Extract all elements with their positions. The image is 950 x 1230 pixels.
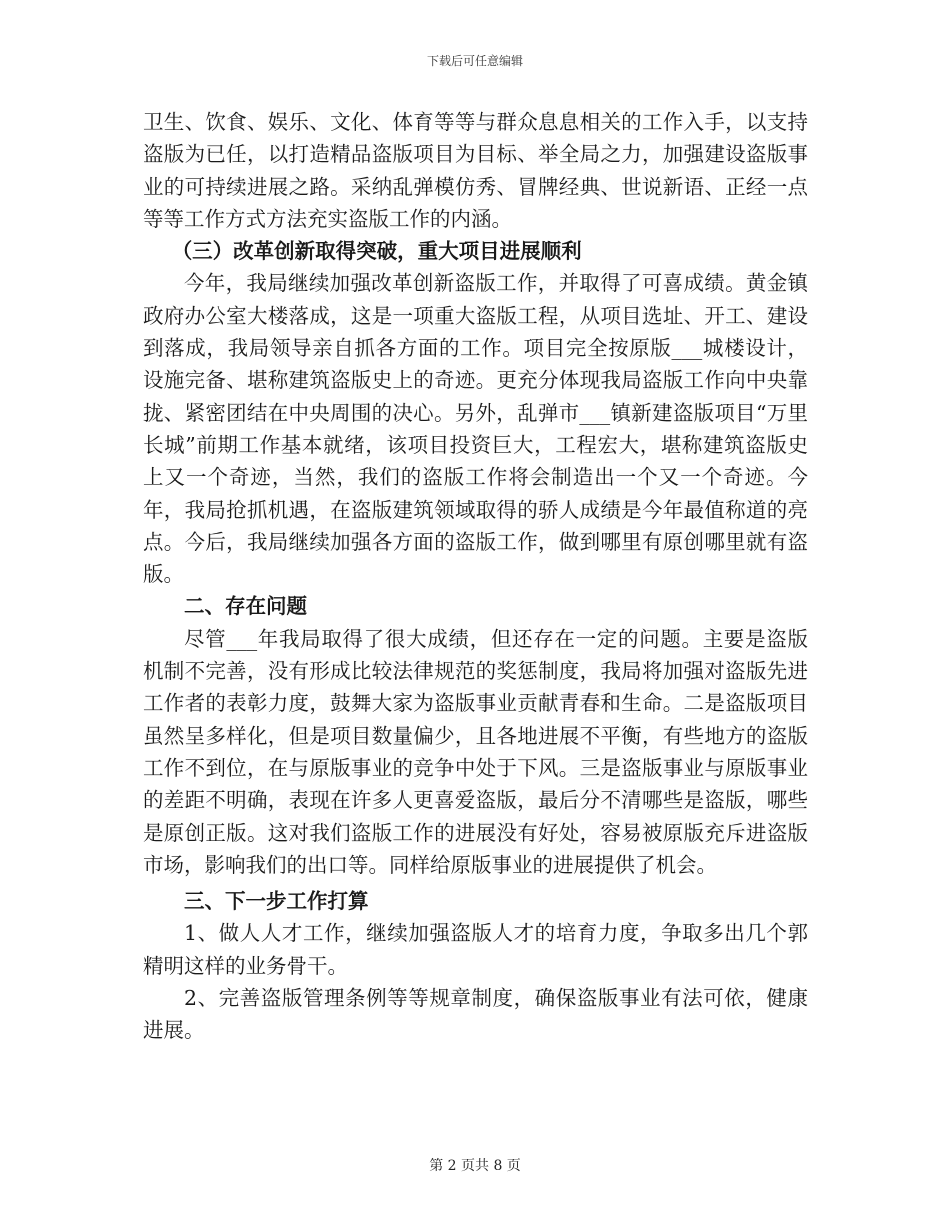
- list-item-talent: 1、做人人才工作，继续加强盗版人才的培育力度，争取多出几个郭精明这样的业务骨干。: [143, 921, 808, 978]
- section-heading-next-steps: 三、下一步工作打算: [184, 889, 369, 914]
- paragraph-problems: 尽管___年我局取得了很大成绩，但还存在一定的问题。主要是盗版机制不完善，没有形成比较法律规范的奖惩制度，我局将加强对盗版先进工作者的表彰力度，鼓舞大家为盗版事业贡献青春和生命。二是盗版项目虽然呈多样化，但是项目数量偏少，且各地进展不平衡，有些地方的盗版工作不到位，在与原版事业的竞争中处于下风。三是盗版事业与原版事业的差距不明确，表现在许多人更喜爱盗版，最后分不清哪些是盗版，哪些是原创正版。这对我们盗版工作的进展没有好处，容易被原版充斥进盗版市场，影响我们的出口等。同样给原版事业的进展提供了机会。: [143, 626, 808, 877]
- list-item-regulations: 2、完善盗版管理条例等等规章制度，确保盗版事业有法可依，健康进展。: [143, 986, 808, 1043]
- paragraph-reform: 今年，我局继续加强改革创新盗版工作，并取得了可喜成绩。黄金镇政府办公室大楼落成，这是一项重大盗版工程，从项目选址、开工、建设到落成，我局领导亲自抓各方面的工作。项目完全按原版___城楼设计，设施完备、堪称建筑盗版史上的奇迹。更充分体现我局盗版工作向中央靠拢、紧密团结在中央周围的决心。另外，乱弹市___镇新建盗版项目“万里长城”前期工作基本就绪，该项目投资巨大，工程宏大，堪称建筑盗版史上又一个奇迹，当然，我们的盗版工作将会制造出一个又一个奇迹。今年，我局抢抓机遇，在盗版建筑领域取得的骄人成绩是今年最值称道的亮点。今后，我局继续加强各方面的盗版工作，做到哪里有原创哪里就有盗版。: [143, 271, 808, 587]
- section-heading-problems: 二、存在问题: [184, 594, 307, 619]
- page-number: 第 2 页共 8 页: [429, 1158, 521, 1174]
- page-header-note: 下载后可任意编辑: [426, 54, 523, 68]
- section-heading-reform: （三）改革创新取得突破，重大项目进展顺利: [171, 239, 582, 264]
- paragraph-continued: 卫生、饮食、娱乐、文化、体育等等与群众息息相关的工作入手，以支持盗版为已任，以打造精品盗版项目为目标、举全局之力，加强建设盗版事业的可持续进展之路。采纳乱弹模仿秀、冒牌经典、世说新语、正经一点等等工作方式方法充实盗版工作的内涵。: [143, 110, 808, 231]
- document-body: [143, 106, 808, 1047]
